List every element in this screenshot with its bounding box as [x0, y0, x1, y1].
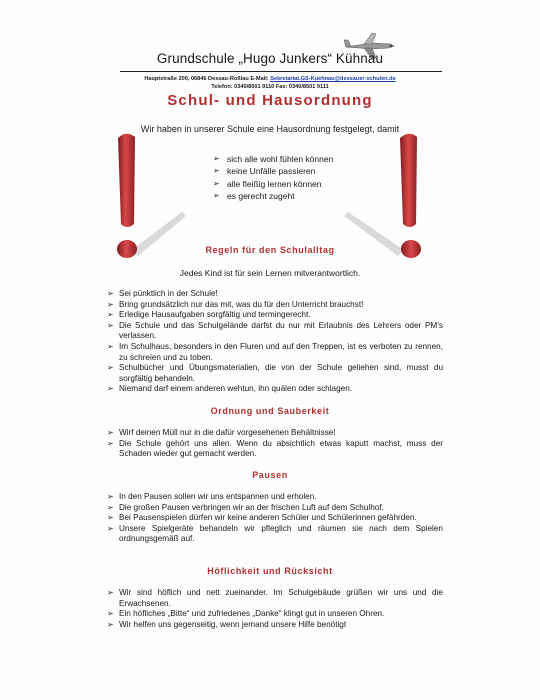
- list-item: ➢ Die Schule gehört uns allen. Wenn du absichtlich etwas kaputt machst, muss der Schaden wieder gut gemacht werden.: [107, 439, 443, 460]
- list-item: ➢ Die Schule und das Schulgelände darfst du nur mit Erlaubnis des Lehrers oder PM’s verlassen.: [107, 321, 443, 342]
- phone-line: Telefon: 0340/8501 9110 Fax: 0340/8501 9111: [211, 84, 329, 90]
- list-item: ➢ Erledige Hausaufgaben sorgfältig und termingerecht.: [107, 310, 443, 321]
- list-item: ➢ keine Unfälle passieren: [213, 165, 333, 177]
- page-title: Schul- und Hausordnung: [167, 92, 373, 109]
- rules-list-ordnung: [107, 428, 443, 460]
- list-item: ➢ Niemand darf einem anderen wehtun, ihn quälen oder schlagen.: [107, 384, 443, 395]
- list-item: ➢ Sei pünktlich in der Schule!: [107, 289, 443, 300]
- list-item: ➢ sich alle wohl fühlen können: [213, 153, 333, 165]
- list-item: ➢ Im Schulhaus, besonders in den Fluren und auf den Treppen, ist es verboten zu rennen, zu schreien und zu toben.: [107, 342, 443, 363]
- address-line: Hauptstraße 200, 06846 Dessau-Roßlau E-Mail:: [144, 76, 269, 82]
- section-heading-hoeflichkeit: Höflichkeit und Rücksicht: [207, 566, 333, 576]
- section-heading-pausen: Pausen: [252, 470, 288, 480]
- address-block: [0, 75, 540, 91]
- section-lead: Jedes Kind ist für sein Lernen mitverantwortlich.: [179, 268, 361, 278]
- list-item: ➢ Wir sind höflich und nett zueinander. Im Schulgebäude grüßen wir uns und die Erwachsenen.: [107, 588, 443, 609]
- rules-list-hoeflichkeit: [107, 588, 443, 630]
- list-item: ➢ Wirf deinen Müll nur in die dafür vorgesehenen Behältnisse!: [107, 428, 443, 439]
- list-item: ➢ Bring grundsätzlich nur das mit, was du für den Unterricht brauchst!: [107, 300, 443, 311]
- section-heading-schulalltag: Regeln für den Schulalltag: [205, 245, 335, 255]
- section-heading-ordnung: Ordnung und Sauberkeit: [210, 406, 330, 416]
- list-item: ➢ Die großen Pausen verbringen wir an der frischen Luft auf dem Schulhof.: [107, 503, 443, 514]
- list-item: ➢ es gerecht zugeht: [213, 190, 333, 202]
- header-divider: [120, 71, 442, 72]
- list-item: ➢ Ein höfliches „Bitte“ und zufriedenes „Danke“ klingt gut in unseren Ohren.: [107, 609, 443, 620]
- email-link[interactable]: Sekretariat.GS-Kuehnau@dessauer-schulen.de: [270, 76, 396, 82]
- school-name: Grundschule „Hugo Junkers“ Kühnau: [156, 51, 384, 66]
- rules-list-schulalltag: [107, 289, 443, 395]
- list-item: ➢ Schulbücher und Übungsmaterialien, die von der Schule geliehen sind, musst du sorgfältig behandeln.: [107, 363, 443, 384]
- goals-list: [213, 153, 333, 203]
- intro-text: Wir haben in unserer Schule eine Hausordnung festgelegt, damit: [140, 124, 400, 134]
- list-item: ➢ alle fleißig lernen können: [213, 178, 333, 190]
- rules-list-pausen: [107, 492, 443, 545]
- list-item: ➢ In den Pausen sollen wir uns entspannen und erholen.: [107, 492, 443, 503]
- list-item: ➢ Wir helfen uns gegenseitig, wenn jemand unsere Hilfe benötigt: [107, 620, 443, 631]
- list-item: ➢ Bei Pausenspielen dürfen wir keine anderen Schüler und Schülerinnen gefährden.: [107, 513, 443, 524]
- list-item: ➢ Unsere Spielgeräte behandeln wir pfleglich und räumen sie nach dem Spielen ordnungsgemäß auf.: [107, 524, 443, 545]
